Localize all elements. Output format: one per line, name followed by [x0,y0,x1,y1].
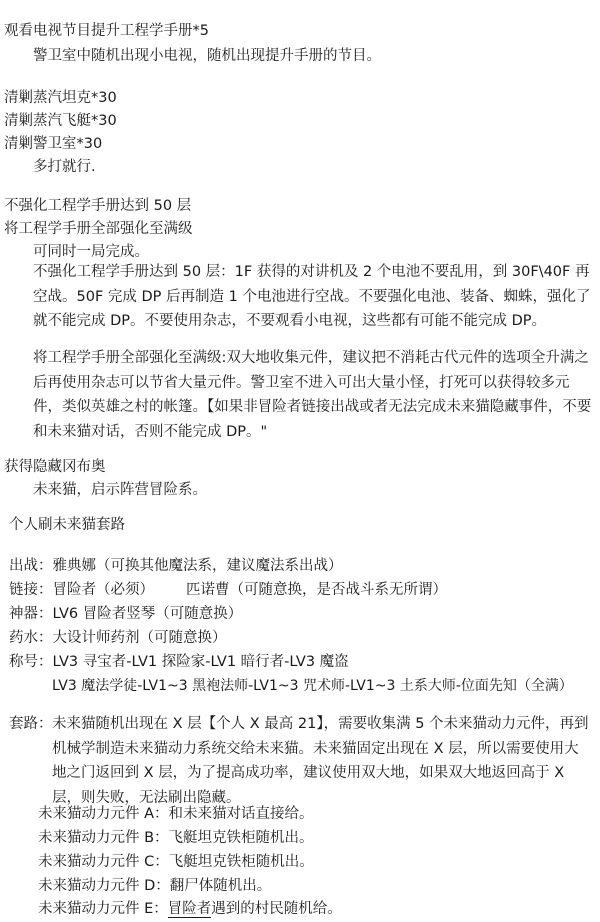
route-titles-1: 称号：LV3 寻宝者-LV1 探险家-LV1 暗行者-LV3 魔盗 [9,654,349,670]
route-sortie: 出战：雅典娜（可换其他魔法系，建议魔法系出战） [9,558,343,574]
part-e-suffix: 遇到的村民随机给。 [211,901,342,917]
route-titles-2: LV3 魔法学徒-LV1~3 黑袍法师-LV1~3 咒术师-LV1~3 土系大师-位面先知（全满） [52,678,573,694]
manual-note: 可同时一局完成。 [33,244,149,260]
part-d: 未来猫动力元件 D：翻尸体随机出。 [38,878,272,894]
part-e-underlined: 冒险者 [167,901,212,917]
part-e [38,899,342,919]
manual-para-1: 不强化工程学手册达到 50 层：1F 获得的对讲机及 2 个电池不要乱用，到 30F\40F 再空战。50F 完成 DP 后再制造 1 个电池进行空战。不要强化电池、装备、蜘蛛，强化了就不能完成 DP。不要使用杂志，不要观看小电视，这些都有可能不能完成 DP。 [33,264,591,329]
manual-title-2: 将工程学手册全部强化至满级 [4,221,193,237]
route-artifact: 神器：LV6 冒险者竖琴（可随意换） [9,606,243,622]
tv-desc: 警卫室中随机出现小电视，随机出现提升手册的节目。 [33,48,381,64]
route-potion: 药水：大设计师药剂（可随意换） [9,630,227,646]
manual-title-1: 不强化工程学手册达到 50 层 [4,198,192,214]
hidden-desc: 未来猫，启示阵营冒险系。 [33,482,207,498]
route-link-a: 链接：冒险者（必须） [9,582,154,598]
route-title: 个人刷未来猫套路 [9,517,125,533]
route-method: 未来猫随机出现在 X 层【个人 X 最高 21】，需要收集满 5 个未来猫动力元件，再到机械学制造未来猫动力系统交给未来猫。未来猫固定出现在 X 层，所以需要使用大地之门返回到 X 层，为了提高成功率，建议使用双大地，如果双大地返回高于 X 层，则失败，无法刷出隐藏。 [52,716,589,806]
part-c: 未来猫动力元件 C：飞艇坦克铁柜随机出。 [38,854,314,870]
hidden-title: 获得隐藏冈布奥 [4,459,106,475]
manual-para-2: 将工程学手册全部强化至满级:双大地收集元件，建议把不消耗古代元件的选项全升满之后再使用杂志可以节省大量元件。警卫室不进入可出大量小怪，打死可以获得较多元件，类似英雄之村的帐篷。【如果非冒险者链接出战或者无法完成未来猫隐藏事件，不要和未来猫对话，否则不能完成 DP。" [33,350,592,440]
clear-guardroom: 清剿警卫室*30 [4,136,103,152]
part-b: 未来猫动力元件 B：飞艇坦克铁柜随机出。 [38,830,314,846]
part-e-prefix: 未来猫动力元件 E： [38,901,168,917]
clear-airship: 清剿蒸汽飞艇*30 [4,113,117,129]
route-method-label: 套路： [9,716,53,732]
part-a: 未来猫动力元件 A：和未来猫对话直接给。 [38,806,314,822]
clear-tank: 清剿蒸汽坦克*30 [4,90,117,106]
route-link-b: 匹诺曹（可随意换，是否战斗系无所谓） [186,582,447,598]
clear-note: 多打就行. [33,159,96,175]
tv-title: 观看电视节目提升工程学手册*5 [4,23,209,39]
